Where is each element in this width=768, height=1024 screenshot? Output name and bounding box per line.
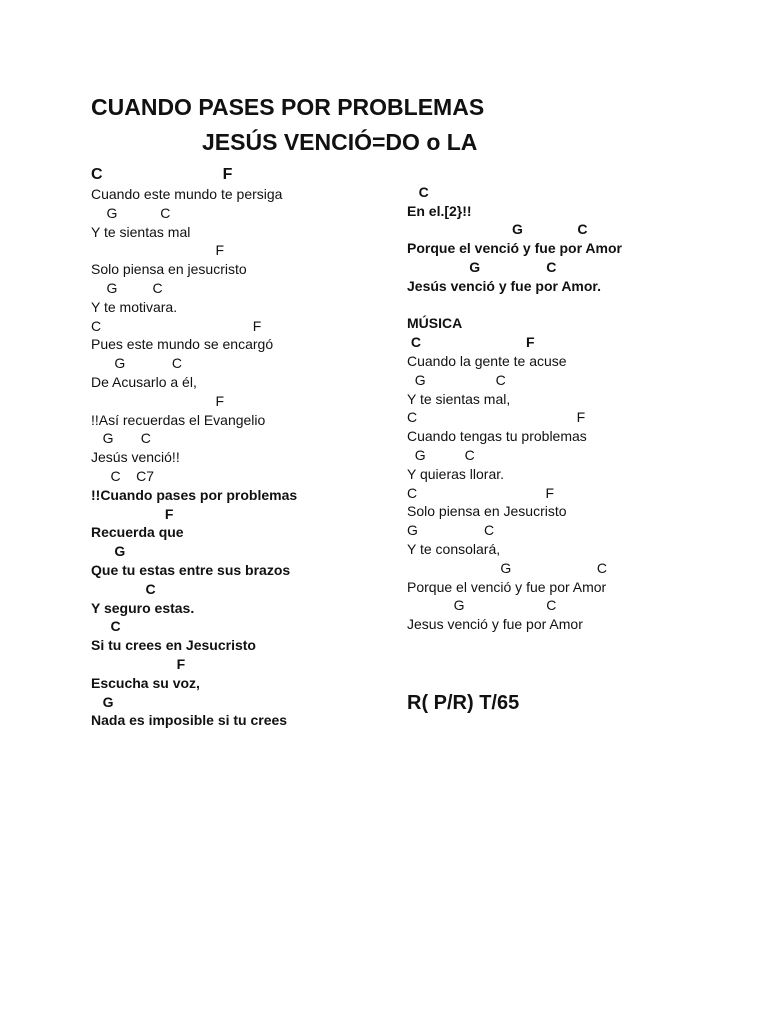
lyric-line: Porque el venció y fue por Amor: [407, 240, 622, 257]
chord-line: C C7: [91, 467, 155, 484]
lyric-line: Recuerda que: [91, 524, 184, 541]
blank-line: [407, 296, 737, 315]
chord-line: G C: [91, 430, 151, 447]
lyric-line: Nada es imposible si tu crees: [91, 712, 288, 729]
chord-line: C: [407, 183, 429, 200]
lyric-line: !!Así recuerdas el Evangelio: [91, 411, 266, 428]
lyric-line: Jesús venció y fue por Amor.: [407, 277, 601, 294]
footer-reference: R( P/R) T/65: [407, 692, 520, 714]
lyric-line: Que tu estas entre sus brazos: [91, 561, 291, 578]
lyric-line: Y seguro estas.: [91, 599, 195, 616]
chord-line: C F: [407, 484, 555, 501]
lyric-line: Jesus venció y fue por Amor: [407, 616, 583, 633]
chord-line: G C: [407, 221, 588, 238]
chord-line: F: [91, 505, 174, 522]
lyric-line: Cuando la gente te acuse: [407, 352, 567, 369]
chord-line: C F: [407, 409, 586, 426]
song-subtitle-key: JESÚS VENCIÓ=DO o LA: [202, 129, 478, 155]
chord-line: G: [91, 543, 126, 560]
lyric-line: !!Cuando pases por problemas: [91, 486, 298, 503]
chord-line: F: [91, 392, 225, 409]
lyrics-right-column: [407, 164, 737, 634]
chord-line: G C: [91, 355, 183, 372]
lyric-line: Porque el venció y fue por Amor: [407, 578, 607, 595]
chord-line: G C: [91, 279, 163, 296]
chord-line: F: [91, 242, 225, 259]
lyric-line: Cuando tengas tu problemas: [407, 428, 587, 445]
lyric-line: Si tu crees en Jesucristo: [91, 637, 256, 654]
lyric-line: Escucha su voz,: [91, 674, 200, 691]
lyric-line: Solo piensa en Jesucristo: [407, 503, 567, 520]
lyric-line: Y te sientas mal,: [407, 390, 511, 407]
lyric-line: De Acusarlo a él,: [91, 373, 197, 390]
lyric-line: Y quieras llorar.: [407, 465, 505, 482]
lyric-line: En el.[2}!!: [407, 202, 472, 219]
chord-line: G C: [407, 446, 475, 463]
chord-line: G C: [407, 371, 506, 388]
chord-line: G: [91, 693, 114, 710]
lyric-line: Cuando este mundo te persiga: [91, 186, 283, 202]
lyric-line: Y te sientas mal: [91, 223, 191, 240]
chord-line: G C: [407, 597, 557, 614]
chord-line: C F: [407, 334, 535, 351]
lyric-line: Pues este mundo se encargó: [91, 336, 274, 353]
song-title: CUANDO PASES POR PROBLEMAS: [91, 94, 485, 120]
chord-line: C F: [91, 317, 262, 334]
chord-line: C F: [91, 166, 233, 183]
blank-line: [407, 164, 737, 183]
chord-line: C: [91, 580, 156, 597]
chord-line: F: [91, 655, 186, 672]
chord-line: G C: [407, 258, 557, 275]
lyric-line: Jesús venció!!: [91, 449, 180, 466]
lyric-line: Solo piensa en jesucristo: [91, 261, 247, 278]
chord-line: G C: [407, 522, 495, 539]
lyric-line: Y te motivara.: [91, 298, 178, 315]
lyric-line: Y te consolará,: [407, 540, 501, 557]
lyrics-left-column: [91, 164, 391, 730]
chord-line: C: [91, 618, 121, 635]
lyric-line: MÚSICA: [407, 315, 463, 332]
chord-line: G C: [91, 204, 171, 221]
chord-line: G C: [407, 559, 607, 576]
